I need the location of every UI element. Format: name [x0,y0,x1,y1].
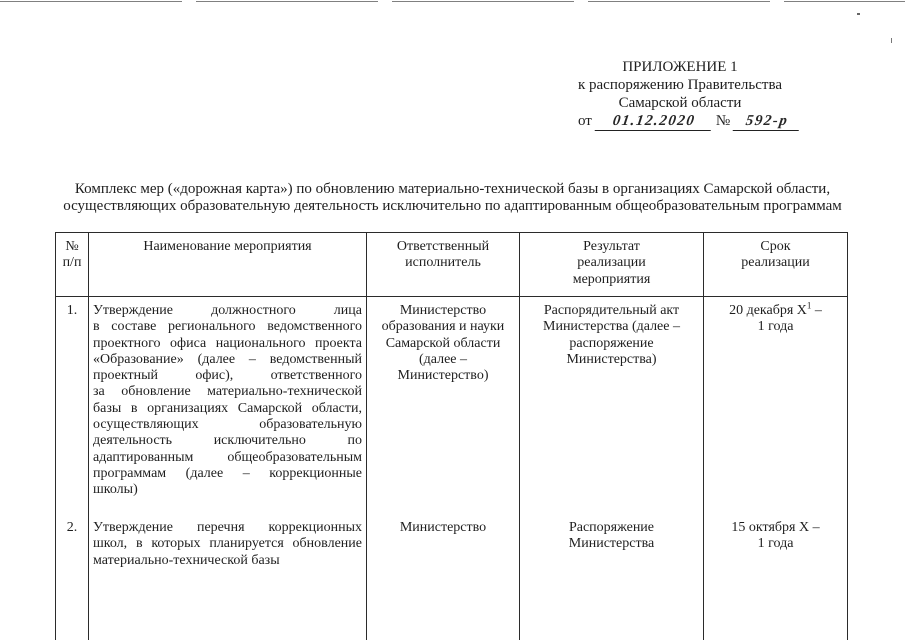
deadline-cell [704,512,847,640]
deadline-dash: – [811,303,822,318]
name-line: школ, в которых планируется обновление [93,536,362,552]
scan-edge-line [0,1,905,2]
header-line: Ответственный [396,239,490,254]
deadline-line: 15 октября X – [731,520,820,535]
executor-line: Министерство [399,303,487,318]
name-line: за обновление материально-технической [93,384,362,400]
header-result [520,233,704,296]
appendix-line: Самарской области [618,95,742,111]
appendix-line: к распоряжению Правительства [577,77,782,93]
executor-line: Министерство [399,520,487,535]
name-line: Утверждение перечня коррекционных [93,520,362,535]
executor-line: Министерство) [397,368,489,384]
scan-speck [857,13,860,15]
result-line: Распорядительный акт [543,303,680,318]
name-line: адаптированным общеобразовательным [93,449,362,465]
table-header-row [56,233,847,297]
header-measure-name [89,233,367,296]
result-line: Министерства (далее – [543,319,680,335]
header-line: Срок [760,239,791,254]
heading-line: Комплекс мер («дорожная карта») по обновлению материально-технической базы в организациях Самарской области, [74,181,831,197]
executor-cell [367,297,520,512]
header-line: исполнитель [405,255,481,271]
signature-line [578,112,800,131]
header-number [56,233,89,296]
appendix-block [560,58,800,112]
result-line: Министерства) [566,351,657,367]
date-prefix: от [578,113,592,129]
measure-name-cell [89,297,367,512]
table-row [56,512,847,640]
footnote-marker: 1 [806,300,812,311]
table-row [56,297,847,512]
deadline-line: 1 года [757,319,794,335]
deadline-line [708,300,843,319]
measure-name-cell [89,512,367,640]
executor-line: (далее – [418,351,468,367]
header-line: Наименование мероприятия [143,239,312,254]
result-line: Распоряжение [568,520,655,535]
deadline-text: 20 декабря X [729,303,807,318]
result-cell [520,297,704,512]
measures-table [55,232,848,640]
header-executor [367,233,520,296]
name-line: в составе регионального ведомственного [93,319,362,335]
name-line: осуществляющих образовательную [93,417,362,433]
name-line: проектный офис), ответственного [93,368,362,384]
result-line: Министерства [568,536,655,552]
name-line: материально-технической базы [93,552,280,568]
name-line: базы в организациях Самарской области, [93,400,362,416]
name-line: Утверждение должностного лица [93,303,362,318]
name-line: «Образование» (далее – ведомственный [93,351,362,367]
row-number: 1. [56,297,89,512]
name-line: проектного офиса национального проекта [93,335,362,351]
deadline-cell [704,297,847,512]
header-line: реализации [741,255,810,271]
handwritten-date: 01.12.2020 [595,112,714,131]
header-line: реализации [577,255,646,271]
heading-line: осуществляющих образовательную деятельность исключительно по адаптированным общеобразовательным программам [63,198,842,214]
executor-line: образования и науки [381,319,505,335]
executor-cell [367,512,520,640]
header-line: Результат [583,239,640,254]
row-number: 2. [56,512,89,640]
result-line: распоряжение [569,335,654,351]
number-sign: № [715,113,731,129]
name-line: деятельность исключительно по [93,433,362,449]
name-line: программам (далее – коррекционные [93,465,362,481]
header-line: мероприятия [572,271,651,287]
name-line: школы) [93,482,138,498]
executor-line: Самарской области [385,335,501,351]
scan-speck [891,38,892,43]
result-cell [520,512,704,640]
handwritten-number: 592-р [733,112,802,131]
header-line: № [65,239,79,254]
deadline-line: 1 года [757,536,794,552]
document-heading [20,181,885,215]
appendix-title: ПРИЛОЖЕНИЕ 1 [622,59,738,75]
header-deadline [704,233,847,296]
header-line: п/п [62,255,82,271]
